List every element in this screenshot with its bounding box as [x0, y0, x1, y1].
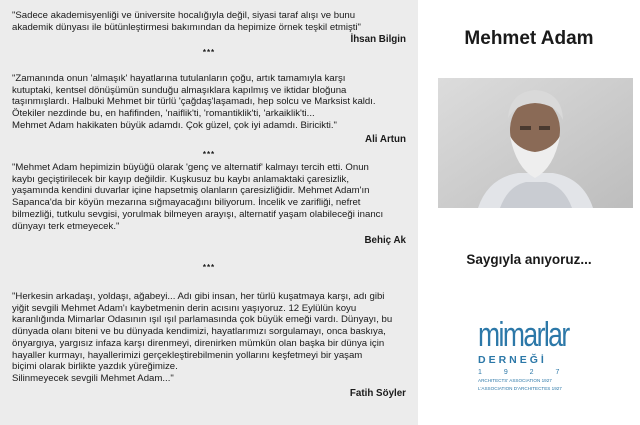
portrait-photo: [438, 78, 633, 208]
quote-behic-ak: [12, 162, 412, 247]
logo-wordmark: mimarlar: [478, 316, 569, 354]
mimarlar-dernegi-logo: [478, 318, 588, 418]
quote-author: Ali Artun: [365, 133, 406, 145]
quote-text: "Zamanında onun 'almaşık' hayatlarına tutulanların çoğu, artık tamamıyla karşı kutuptaki, kentsel dönüşümün sunduğu almaşıklara kapılmış ve iktidar bloğuna taşınmışlardı. Halbuki Mehmet bir türlü 'çağdaş'laşamadı, hep solcu ve Marksist kaldı. Ötekiler nezdinde bu, en hafifinden, 'naiflik'ti, 'romantiklik'ti, 'arkaiklik'ti... Mehmet Adam hakikaten büyük adamdı. Çok güzel, çok iyi adamdı. Biricikti.": [12, 73, 376, 131]
quote-fatih-soyler: [12, 291, 412, 399]
quote-author: Behiç Ak: [364, 235, 406, 247]
quote-author: Fatih Söyler: [349, 387, 406, 399]
portrait-icon: [438, 78, 633, 208]
quote-ihsan-bilgin: [12, 10, 412, 46]
quote-text: "Herkesin arkadaşı, yoldaşı, ağabeyi... Adı gibi insan, her türlü kuşatmaya karşı, adı gibi yiğit sevgili Mehmet Adam'ı kaybetmenin derin acısını yaşıyoruz. 12 Eylülün koyu karanlığında Mimarlar Odasının ışıl ışıl parlamasında çok büyük emeği vardı. Dünyayı, bu dünyada olanı biteni ve bu dünyada kendimizi, hayatlarımızı sorgulamayı, onca baskıya, önyargıya, yargısız infaza karşı direnmeyi, direnirken mümkün olan başka bir dünya için hayaller kurmayı, hayallerimizi gerçekleştirebilmenin yollarını keşfetmeyi bir yaşam biçimi olarak birlikte yazdık yüreğimize. Silinmeyecek sevgili Mehmet Adam...": [12, 291, 393, 384]
quote-text: "Sadece akademisyenliği ve üniversite hocalığıyla değil, siyasi taraf alışı ve bunu akademik dünyası ile bütünleştirmesi bakımından da hepimize örnek teşkil etmişti": [12, 10, 361, 33]
quote-author: İhsan Bilgin: [350, 34, 406, 46]
quote-text: "Mehmet Adam hepimizin büyüğü olarak 'genç ve alternatif' kalmayı tercih etti. Onun kaybı geçiştirilecek bir kayıp değildir. Kuşkusuz bu kaybı anlamaktaki çaresizlik, yaşamında kendini duvarlar içine hapsetmiş olanların çaresizliğidir. Mehmet Adam'ın Sapanca'da bir köyün mezarına sığmayacağını biliyorum. İncelik ve zarifliği, nefret bilmezliği, tutkulu sevgisi, yorulmak bilmeyen arayışı, alternatif yaşam olabileceği inancı dünyayı terk etmeyecek.": [12, 162, 384, 232]
logo-caption-fr: L'ASSOCIATION D'ARCHITECTES 1927: [478, 386, 562, 391]
quote-separator: ***: [202, 48, 216, 57]
logo-subtitle: DERNEĞİ: [478, 354, 547, 366]
memorial-panel: [418, 0, 640, 425]
quote-separator: ***: [202, 150, 216, 159]
tribute-text: Saygıyla anıyoruz...: [466, 252, 592, 267]
logo-year: 1 9 2 7: [478, 369, 570, 376]
logo-caption-en: ARCHITECTS' ASSOCIATION 1927: [478, 378, 552, 383]
page-title: Mehmet Adam: [464, 28, 594, 49]
quote-separator: ***: [202, 263, 216, 272]
quote-ali-artun: [12, 73, 412, 145]
